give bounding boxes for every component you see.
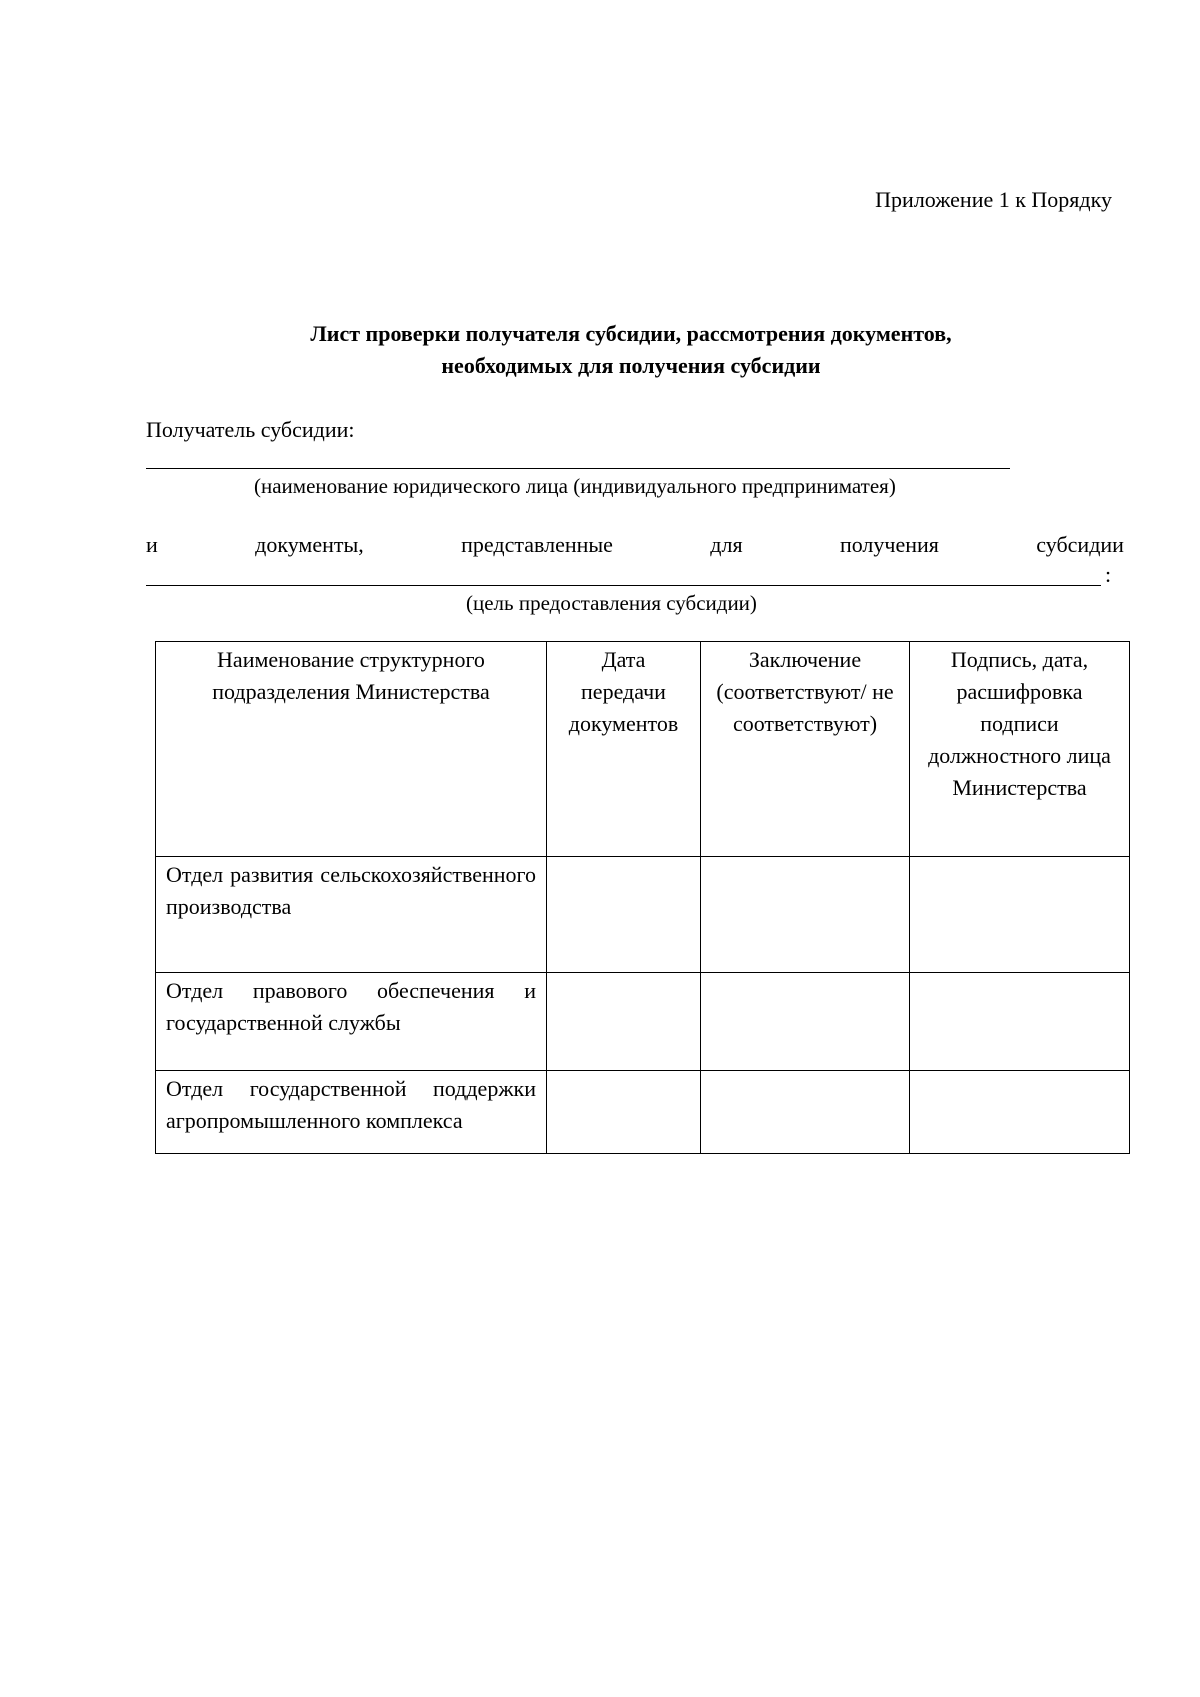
table-row: [156, 973, 1130, 1071]
title-line-1: Лист проверки получателя субсидии, рассмотрения документов,: [310, 321, 952, 346]
conclusion-cell: [701, 973, 910, 1071]
title-line-2: необходимых для получения субсидии: [441, 353, 821, 378]
check-table: [155, 641, 1130, 1154]
department-cell: Отдел правового обеспечения и государственной службы: [156, 973, 547, 1071]
header-transfer-date: Дата передачи документов: [547, 642, 701, 857]
signature-cell: [910, 857, 1130, 973]
date-cell: [547, 857, 701, 973]
document-title: [0, 318, 1200, 382]
purpose-colon: :: [1105, 562, 1112, 587]
documents-word: субсидии: [1036, 532, 1124, 557]
table-row: [156, 857, 1130, 973]
appendix-reference: Приложение 1 к Порядку: [875, 187, 1112, 212]
date-cell: [547, 973, 701, 1071]
department-cell: Отдел государственной поддержки агропромышленного комплекса: [156, 1071, 547, 1154]
documents-word: и: [146, 532, 158, 557]
recipient-fill-line: [146, 468, 1010, 469]
header-signature: Подпись, дата, расшифровка подписи должностного лица Министерства: [910, 642, 1130, 857]
purpose-hint: (цель предоставления субсидии): [466, 591, 757, 615]
header-department: Наименование структурного подразделения Министерства: [156, 642, 547, 857]
documents-word: получения: [839, 532, 939, 557]
header-conclusion: Заключение (соответствуют/ не соответствуют): [701, 642, 910, 857]
signature-cell: [910, 1071, 1130, 1154]
documents-word: документы,: [255, 532, 364, 557]
department-cell: Отдел развития сельскохозяйственного производства: [156, 857, 547, 973]
conclusion-cell: [701, 1071, 910, 1154]
recipient-label: Получатель субсидии:: [146, 417, 355, 442]
table-header-row: [156, 642, 1130, 857]
purpose-fill-line: [146, 585, 1101, 586]
signature-cell: [910, 973, 1130, 1071]
documents-word: для: [710, 532, 743, 557]
documents-word: представленные: [461, 532, 613, 557]
date-cell: [547, 1071, 701, 1154]
table-row: [156, 1071, 1130, 1154]
documents-line: [146, 530, 1124, 560]
conclusion-cell: [701, 857, 910, 973]
recipient-hint: (наименование юридического лица (индивидуального предприниматея): [254, 474, 896, 498]
